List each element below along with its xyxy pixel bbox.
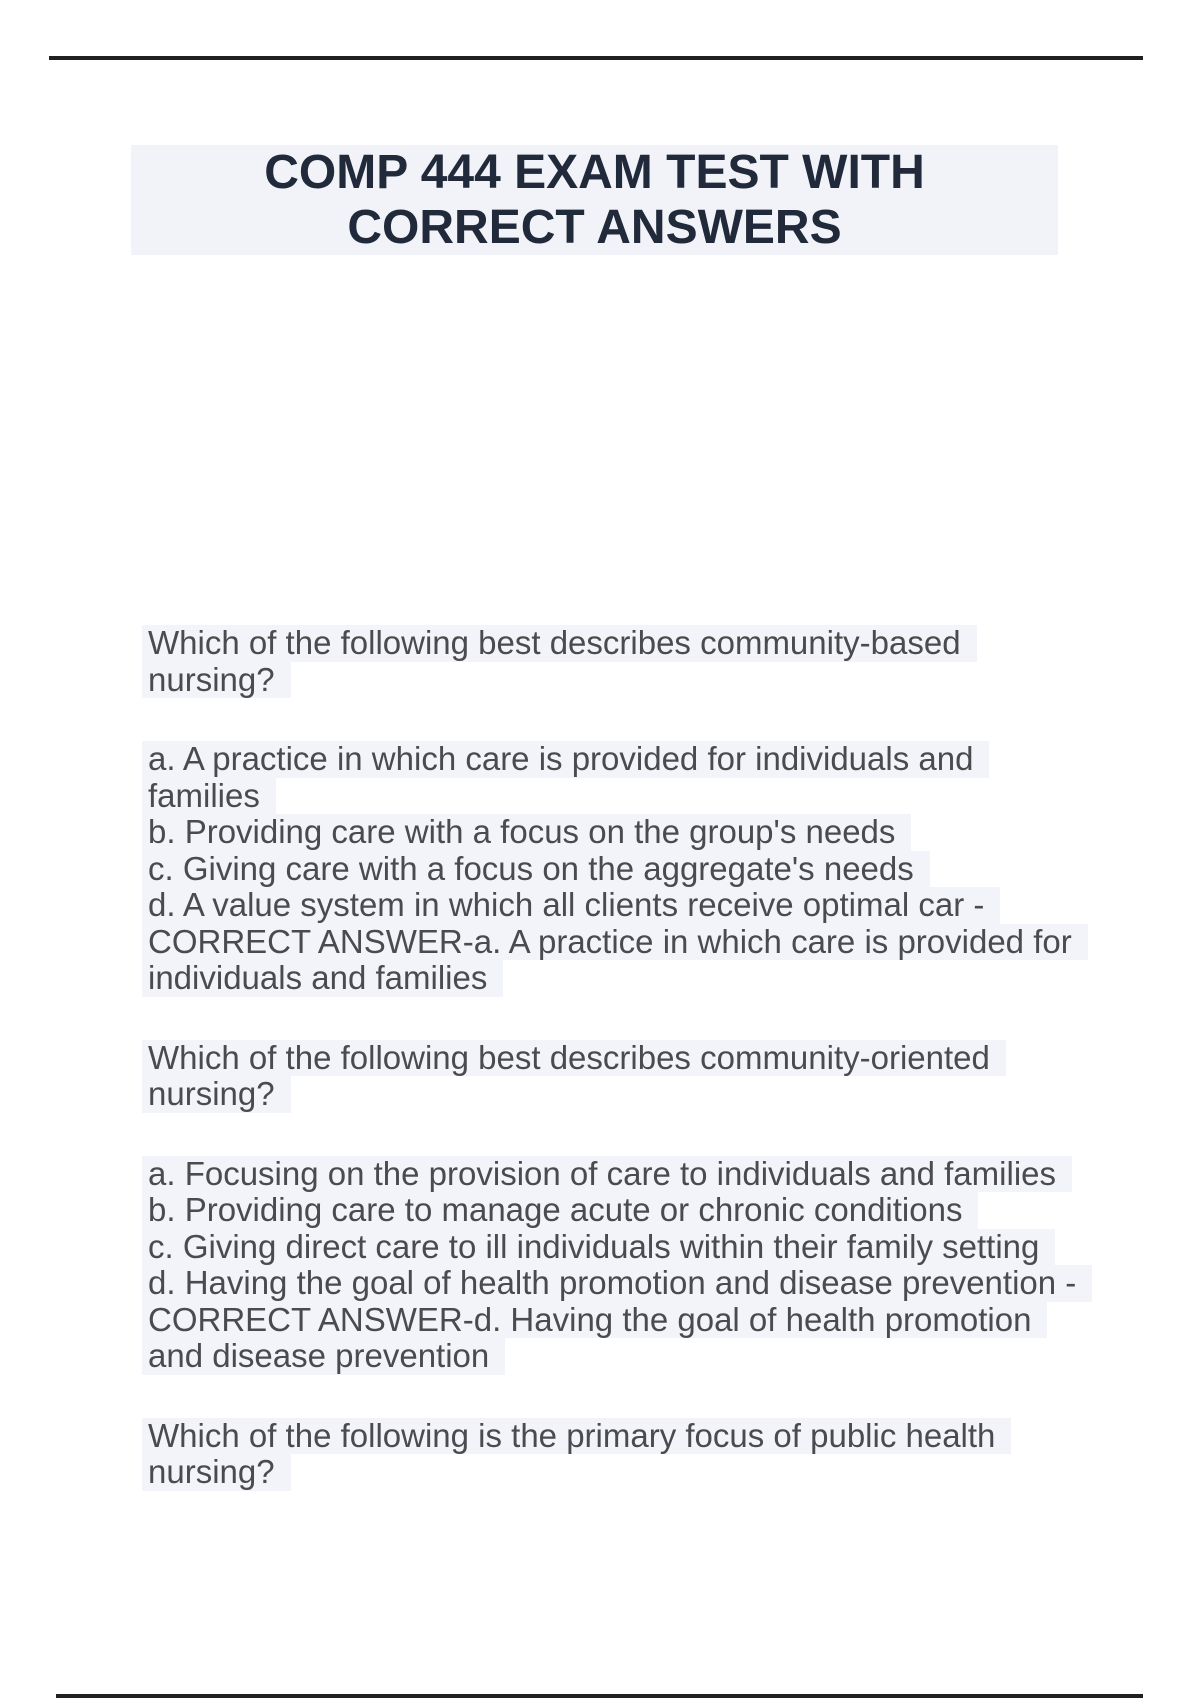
text-line [142,1302,1092,1339]
document-title-line-1: COMP 444 EXAM TEST WITH [264,146,925,199]
question-3 [142,1418,1092,1491]
highlighted-line-text: nursing? [142,662,291,699]
highlighted-line-text: individuals and families [142,960,503,997]
highlighted-line-text: c. Giving direct care to ill individuals within their family setting [142,1229,1055,1266]
text-line [142,851,1092,888]
text-line [142,1040,1092,1077]
highlighted-line-text: nursing? [142,1076,291,1113]
text-line [142,1076,1092,1113]
question-2 [142,1040,1092,1113]
text-line [142,1265,1092,1302]
text-line [142,662,1092,699]
question-2-options-and-answer [142,1156,1092,1375]
text-line [142,778,1092,815]
highlighted-line-text: Which of the following is the primary focus of public health [142,1418,1011,1455]
text-line [142,1229,1092,1266]
highlighted-line-text: a. Focusing on the provision of care to individuals and families [142,1156,1072,1193]
document-title-line-2: CORRECT ANSWERS [347,201,842,254]
highlighted-line-text: CORRECT ANSWER-a. A practice in which care is provided for [142,924,1088,961]
highlighted-line-text: c. Giving care with a focus on the aggregate's needs [142,851,930,888]
highlighted-line-text: CORRECT ANSWER-d. Having the goal of health promotion [142,1302,1047,1339]
bottom-border-rule [56,1694,1143,1698]
highlighted-line-text: and disease prevention [142,1338,505,1375]
highlighted-line-text: Which of the following best describes community-based [142,625,977,662]
top-border-rule [49,56,1143,60]
text-line [142,625,1092,662]
title-banner [131,145,1058,255]
text-line [142,1418,1092,1455]
text-line [142,1192,1092,1229]
highlighted-line-text: families [142,778,276,815]
text-line [142,960,1092,997]
text-line [142,741,1092,778]
document-body [142,625,1092,1491]
text-line [142,887,1092,924]
question-1-options-and-answer [142,741,1092,997]
highlighted-line-text: b. Providing care to manage acute or chronic conditions [142,1192,978,1229]
highlighted-line-text: b. Providing care with a focus on the group's needs [142,814,911,851]
highlighted-line-text: d. Having the goal of health promotion and disease prevention - [142,1265,1092,1302]
text-line [142,814,1092,851]
highlighted-line-text: Which of the following best describes community-oriented [142,1040,1006,1077]
text-line [142,1156,1092,1193]
question-1 [142,625,1092,698]
highlighted-line-text: nursing? [142,1454,291,1491]
text-line [142,924,1092,961]
highlighted-line-text: d. A value system in which all clients receive optimal car - [142,887,1000,924]
highlighted-line-text: a. A practice in which care is provided for individuals and [142,741,989,778]
text-line [142,1338,1092,1375]
text-line [142,1454,1092,1491]
